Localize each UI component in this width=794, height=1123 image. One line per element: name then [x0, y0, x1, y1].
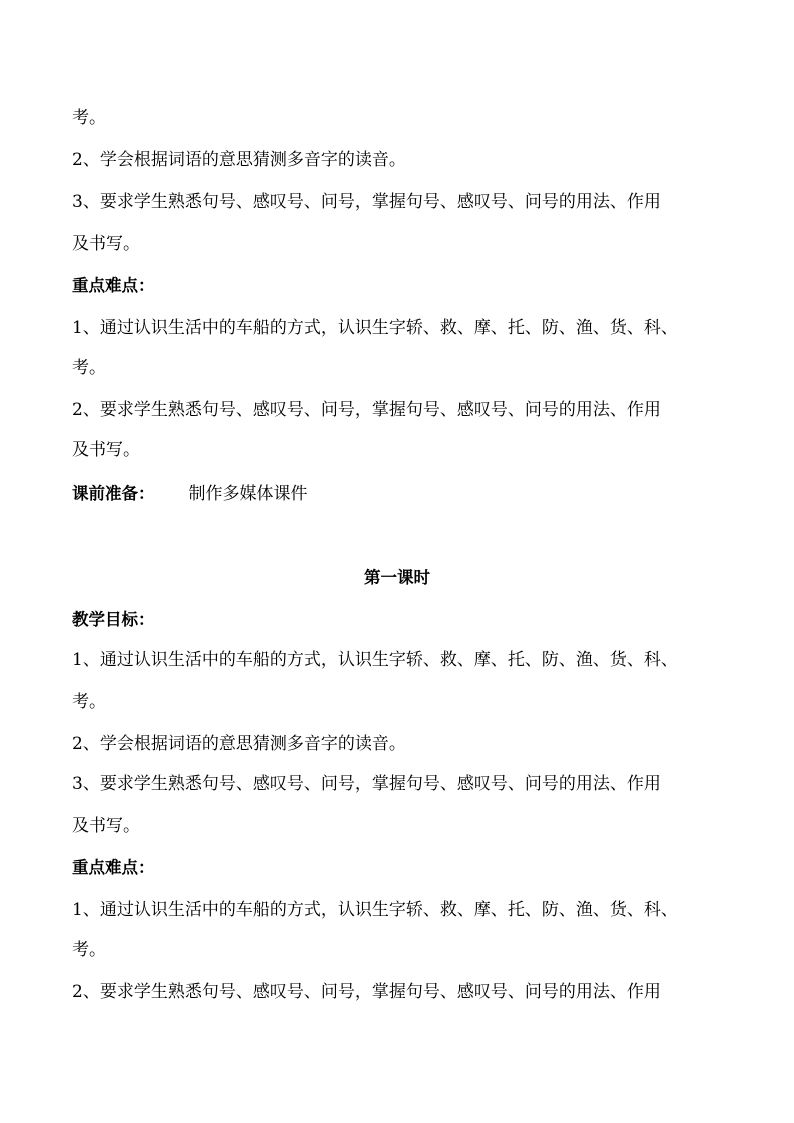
- key-point-2-line-2: 及书写。: [72, 440, 140, 460]
- key-point-2-line-1: 2、要求学生熟悉句号、感叹号、问号，掌握句号、感叹号、问号的用法、作用: [72, 400, 661, 420]
- prep-value: 制作多媒体课件: [188, 484, 308, 504]
- key-points-heading: 重点难点：: [72, 276, 155, 295]
- goal-2-line: 2、学会根据词语的意思猜测多音字的读音。: [72, 150, 406, 170]
- lesson-goal-2-line: 2、学会根据词语的意思猜测多音字的读音。: [72, 734, 406, 754]
- goal-3-line-2: 及书写。: [72, 234, 140, 254]
- lesson-title: 第一课时: [364, 568, 430, 587]
- key-point-1-line-1: 1、通过认识生活中的车船的方式，认识生字轿、救、摩、托、防、渔、货、科、: [72, 318, 678, 338]
- key-point-1-line-2: 考。: [72, 358, 106, 378]
- continuation-line: 考。: [72, 108, 106, 128]
- goal-3-line-1: 3、要求学生熟悉句号、感叹号、问号，掌握句号、感叹号、问号的用法、作用: [72, 192, 661, 212]
- prep-heading: 课前准备：: [72, 484, 155, 503]
- lesson-goal-1-line-1: 1、通过认识生活中的车船的方式，认识生字轿、救、摩、托、防、渔、货、科、: [72, 650, 678, 670]
- lesson-goal-1-line-2: 考。: [72, 692, 106, 712]
- lesson-key-point-2-line-1: 2、要求学生熟悉句号、感叹号、问号，掌握句号、感叹号、问号的用法、作用: [72, 982, 661, 1002]
- lesson-key-point-1-line-1: 1、通过认识生活中的车船的方式，认识生字轿、救、摩、托、防、渔、货、科、: [72, 900, 678, 920]
- lesson-goal-3-line-2: 及书写。: [72, 816, 140, 836]
- lesson-key-points-heading: 重点难点：: [72, 858, 155, 877]
- lesson-goals-heading: 教学目标：: [72, 610, 155, 629]
- lesson-key-point-1-line-2: 考。: [72, 940, 106, 960]
- prep-line: [72, 482, 308, 506]
- lesson-goal-3-line-1: 3、要求学生熟悉句号、感叹号、问号，掌握句号、感叹号、问号的用法、作用: [72, 774, 661, 794]
